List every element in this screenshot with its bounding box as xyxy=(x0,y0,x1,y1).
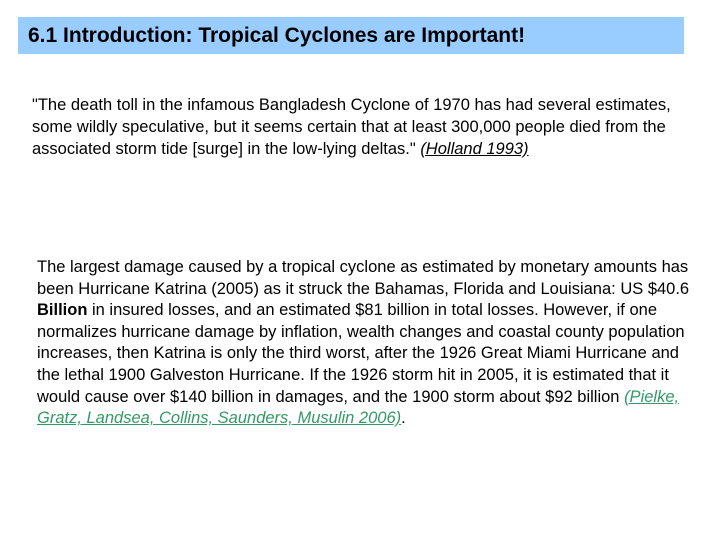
paragraph-bold-word: Billion xyxy=(37,301,88,320)
katrina-paragraph xyxy=(37,257,697,430)
paragraph-end: . xyxy=(401,409,406,428)
quote-citation-link[interactable]: (Holland 1993) xyxy=(420,140,529,158)
paragraph-citation-link[interactable]: (Pielke, Gratz, Landsea, Collins, Saunders, Musulin 2006) xyxy=(37,387,680,428)
quote-text: "The death toll in the infamous Bangladesh Cyclone of 1970 has had several estimates, some wildly speculative, but it seems certain that at least 300,000 people died from the associated storm tide [surge] in the low-lying deltas." xyxy=(32,96,671,158)
paragraph-text-part2: in insured losses, and an estimated $81 billion in total losses. However, if one normalizes hurricane damage by inflation, wealth changes and coastal county population increases, then Katrina is only the third worst, after the 1926 Great Miami Hurricane and the lethal 1900 Galveston Hurricane. If the 1926 storm hit in 2005, it is estimated that it would cause over $140 billion in damages, and the 1900 storm about $92 billion xyxy=(37,301,685,406)
paragraph-text-part1: The largest damage caused by a tropical cyclone as estimated by monetary amounts has been Hurricane Katrina (2005) as it struck the Bahamas, Florida and Louisiana: US $40.6 xyxy=(37,258,690,298)
quote-block xyxy=(32,94,692,160)
title-bar xyxy=(18,17,684,54)
page-title: 6.1 Introduction: Tropical Cyclones are Important! xyxy=(28,23,526,47)
